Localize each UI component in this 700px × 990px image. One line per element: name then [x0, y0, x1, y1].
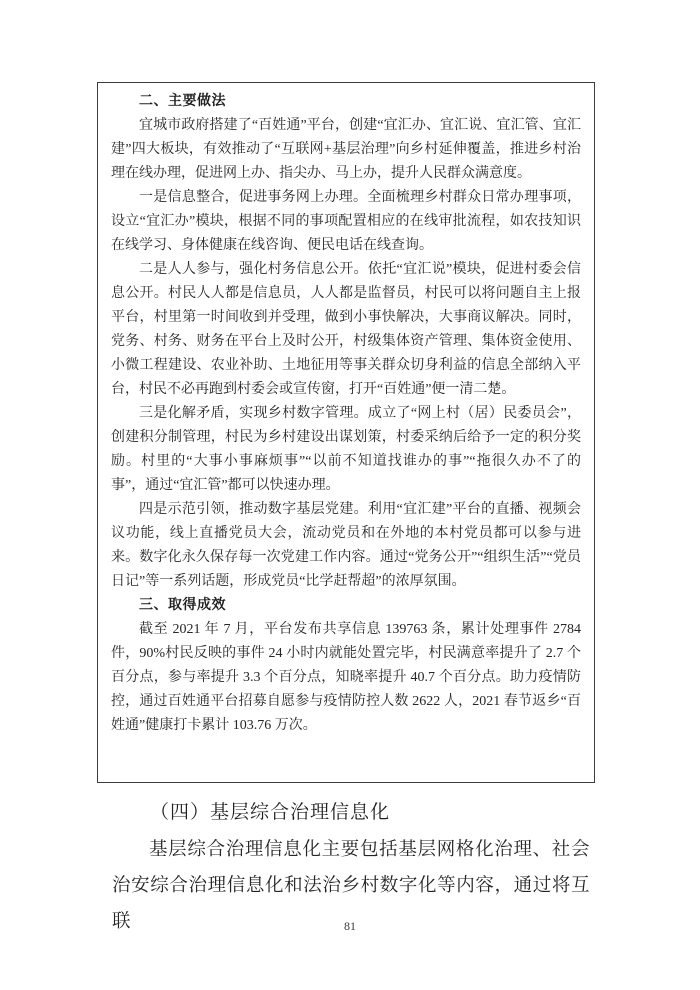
section-heading-main-practices: 二、主要做法	[139, 94, 226, 109]
paragraph-public-participation: 二是人人参与，强化村务信息公开。依托“宜汇说”模块，促进村委会信息公开。村民人人都是信息员，人人都是监督员，村民可以将问题自主上报平台，村里第一时间收到并受理，做到小事快解决，大事商议解决。同时，党务、村务、财务在平台上及时公开，村级集体资产管理、集体资金使用、小微工程建设、农业补助、土地征用等事关群众切身利益的信息全部纳入平台，村民不必再跑到村委会或宣传窗，打开“百姓通”便一清二楚。	[111, 262, 581, 397]
paragraph-achievement-stats: 截至 2021 年 7 月，平台发布共享信息 139763 条，累计处理事件 2784 件，90%村民反映的事件 24 小时内就能处置完毕，村民满意率提升了 2.7 个百分点，参与率提升 3.3 个百分点，知晓率提升 40.7 个百分点。助力疫情防控，通过百姓通平台招募自愿参与疫情防控人数 2622 人，2021 春节返乡“百姓通”健康打卡累计 103.76 万次。	[111, 622, 581, 733]
paragraph-conflict-resolution: 三是化解矛盾，实现乡村数字管理。成立了“网上村（居）民委员会”，创建积分制管理，村民为乡村建设出谋划策，村委采纳后给予一定的积分奖励。村里的“大事小事麻烦事”“以前不知道找谁办的事”“拖很久办不了的事”，通过“宜汇管”都可以快速办理。	[111, 406, 581, 493]
page-number: 81	[344, 919, 356, 933]
bordered-text-box	[97, 82, 595, 783]
subsection-paragraph: 基层综合治理信息化主要包括基层网格化治理、社会治安综合治理信息化和法治乡村数字化等内容，通过将互联	[112, 840, 590, 932]
subsection-heading: （四）基层综合治理信息化	[150, 802, 391, 823]
paragraph-platform-overview: 宜城市政府搭建了“百姓通”平台，创建“宜汇办、宜汇说、宜汇管、宜汇建”四大板块，有效推动了“互联网+基层治理”向乡村延伸覆盖，推进乡村治理在线办理，促进网上办、指尖办、马上办，提升人民群众满意度。	[111, 118, 581, 181]
section-heading-achievements: 三、取得成效	[139, 598, 226, 613]
paragraph-info-integration: 一是信息整合，促进事务网上办理。全面梳理乡村群众日常办理事项，设立“宜汇办”模块，根据不同的事项配置相应的在线审批流程，如农技知识在线学习、身体健康在线咨询、便民电话在线查询。	[111, 190, 581, 253]
paragraph-party-building: 四是示范引领，推动数字基层党建。利用“宜汇建”平台的直播、视频会议功能，线上直播党员大会，流动党员和在外地的本村党员都可以参与进来。数字化永久保存每一次党建工作内容。通过“党务公开”“组织生活”“党员日记”等一系列话题，形成党员“比学赶帮超”的浓厚氛围。	[111, 502, 581, 589]
